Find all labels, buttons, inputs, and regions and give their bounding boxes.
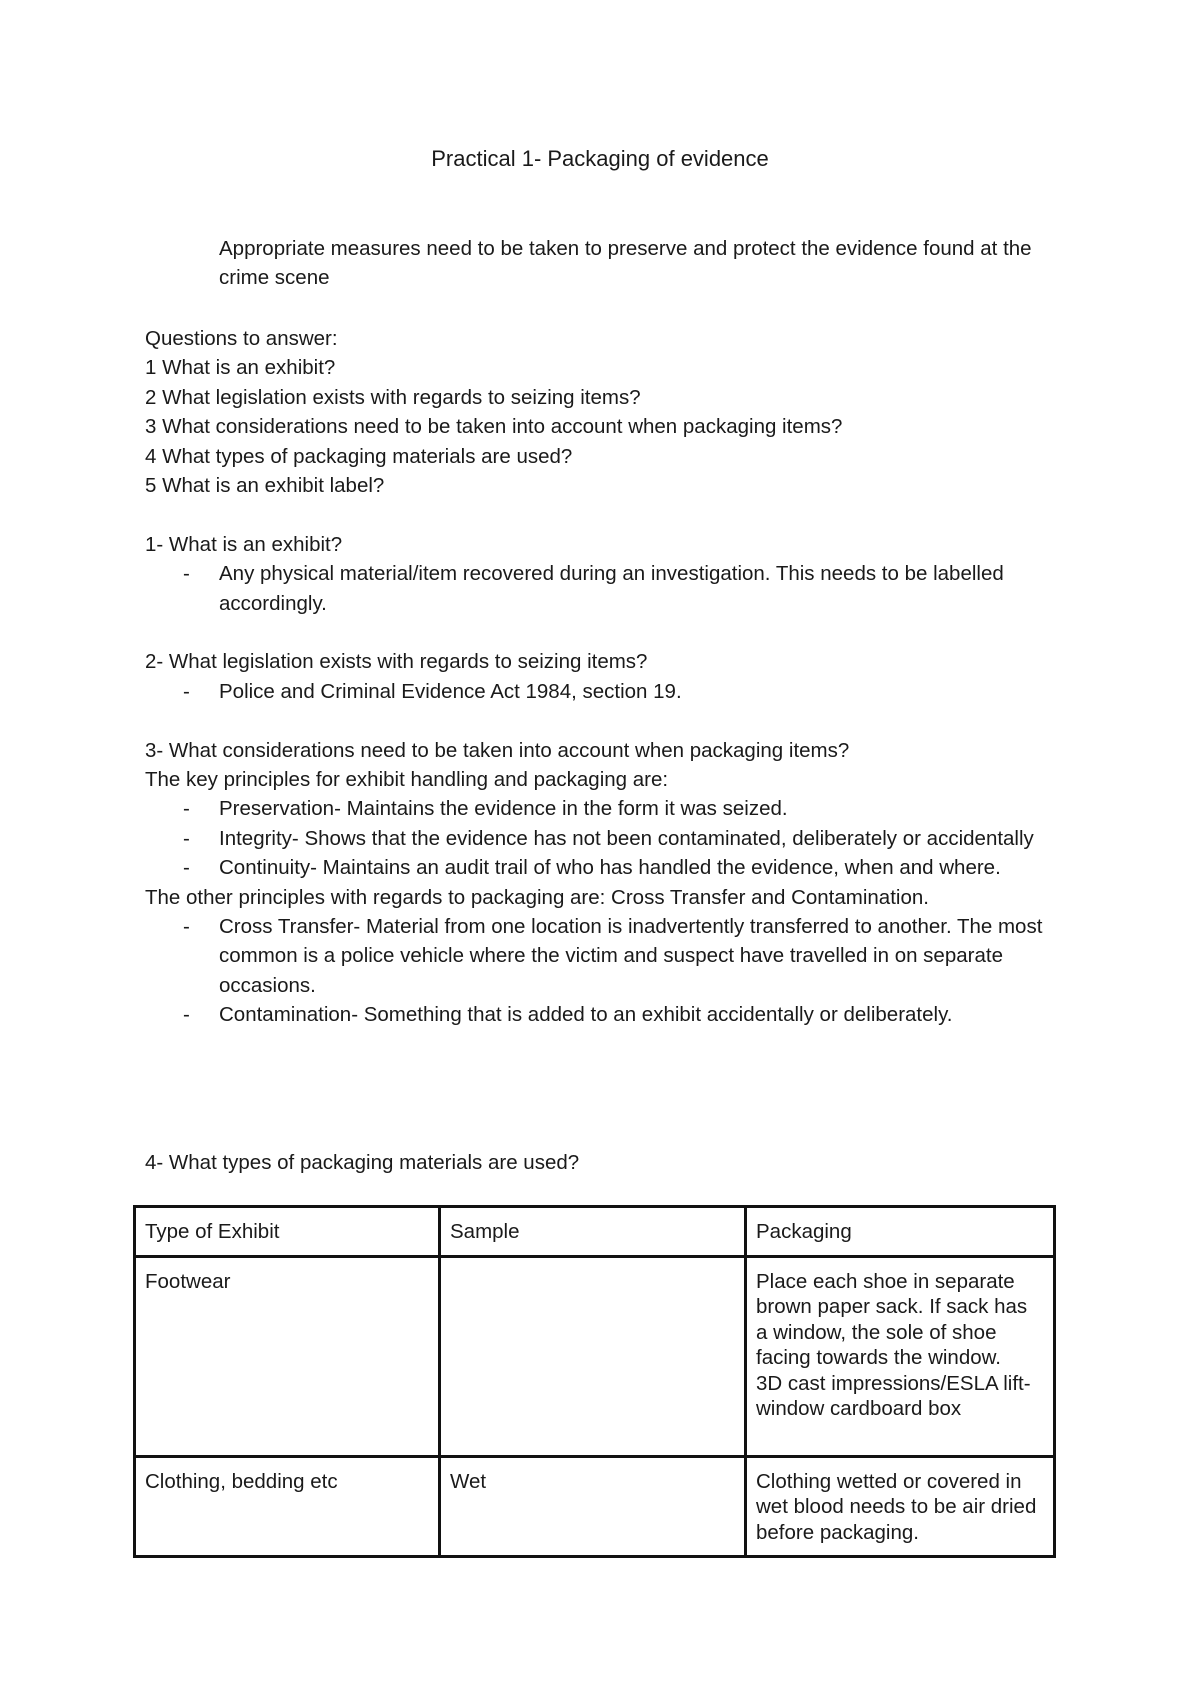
table-header-row xyxy=(135,1207,1055,1257)
question-item: 5 What is an exhibit label? xyxy=(145,473,385,497)
bullet-text: Continuity- Maintains an audit trail of who has handled the evidence, when and where. xyxy=(219,856,1001,880)
answer-3-other-intro: The other principles with regards to packaging are: Cross Transfer and Contamination. xyxy=(145,885,929,909)
spacer xyxy=(145,618,1065,647)
cell-type: Footwear xyxy=(135,1256,440,1456)
question-item: 1 What is an exhibit? xyxy=(145,356,336,380)
document-title: Practical 1- Packaging of evidence xyxy=(431,146,769,171)
bullet-item xyxy=(145,824,1065,853)
spacer xyxy=(145,500,1065,529)
answer-1-heading: 1- What is an exhibit? xyxy=(145,532,343,556)
intro-paragraph: Appropriate measures need to be taken to preserve and protect the evidence found at the crime scene xyxy=(219,237,1032,289)
bullet-text: Integrity- Shows that the evidence has not been contaminated, deliberately or accidentally xyxy=(219,826,1034,850)
packaging-text: 3D cast impressions/ESLA lift- window cardboard box xyxy=(756,1371,1031,1420)
bullet-text: Any physical material/item recovered during an investigation. This needs to be labelled accordingly. xyxy=(219,562,1004,615)
table-row xyxy=(135,1456,1055,1557)
document-body xyxy=(145,324,1065,1030)
bullet-text: Police and Criminal Evidence Act 1984, section 19. xyxy=(219,679,682,703)
bullet-dash: - xyxy=(183,562,190,586)
packaging-text: Clothing wetted or covered in wet blood needs to be air dried before packaging. xyxy=(756,1469,1037,1544)
column-header-packaging: Packaging xyxy=(746,1207,1055,1257)
bullet-dash: - xyxy=(183,1003,190,1027)
questions-heading: Questions to answer: xyxy=(145,327,338,350)
answer-3-intro: The key principles for exhibit handling and packaging are: xyxy=(145,767,669,791)
question-item: 3 What considerations need to be taken into account when packaging items? xyxy=(145,415,843,439)
bullet-item xyxy=(145,677,1065,706)
cell-packaging xyxy=(746,1456,1055,1557)
spacer xyxy=(145,706,1065,735)
packaging-table xyxy=(133,1205,1056,1558)
bullet-text: Cross Transfer- Material from one location is inadvertently transferred to another. The most common is a police vehicle where the victim and suspect have travelled in on separate occasions. xyxy=(219,914,1043,997)
bullet-text: Preservation- Maintains the evidence in the form it was seized. xyxy=(219,797,788,821)
cell-sample xyxy=(440,1256,746,1456)
table-row xyxy=(135,1256,1055,1456)
bullet-dash: - xyxy=(183,826,190,850)
bullet-item xyxy=(145,559,1065,618)
bullet-item xyxy=(145,794,1065,823)
answer-4-heading: 4- What types of packaging materials are used? xyxy=(145,1151,580,1174)
bullet-text: Contamination- Something that is added to an exhibit accidentally or deliberately. xyxy=(219,1003,953,1027)
bullet-item xyxy=(145,853,1065,882)
packaging-text: Place each shoe in separate brown paper sack. If sack has a window, the sole of shoe facing towards the window. xyxy=(756,1269,1028,1369)
bullet-item xyxy=(145,912,1065,1000)
bullet-dash: - xyxy=(183,679,190,703)
answer-3-heading: 3- What considerations need to be taken into account when packaging items? xyxy=(145,738,850,762)
question-item: 2 What legislation exists with regards to seizing items? xyxy=(145,385,641,409)
cell-sample: Wet xyxy=(440,1456,746,1557)
bullet-dash: - xyxy=(183,914,190,938)
bullet-dash: - xyxy=(183,797,190,821)
answer-2-heading: 2- What legislation exists with regards to seizing items? xyxy=(145,650,648,674)
cell-type: Clothing, bedding etc xyxy=(135,1456,440,1557)
bullet-item xyxy=(145,1000,1065,1029)
bullet-dash: - xyxy=(183,856,190,880)
question-item: 4 What types of packaging materials are used? xyxy=(145,444,573,468)
column-header-sample: Sample xyxy=(440,1207,746,1257)
cell-packaging xyxy=(746,1256,1055,1456)
column-header-type: Type of Exhibit xyxy=(135,1207,440,1257)
